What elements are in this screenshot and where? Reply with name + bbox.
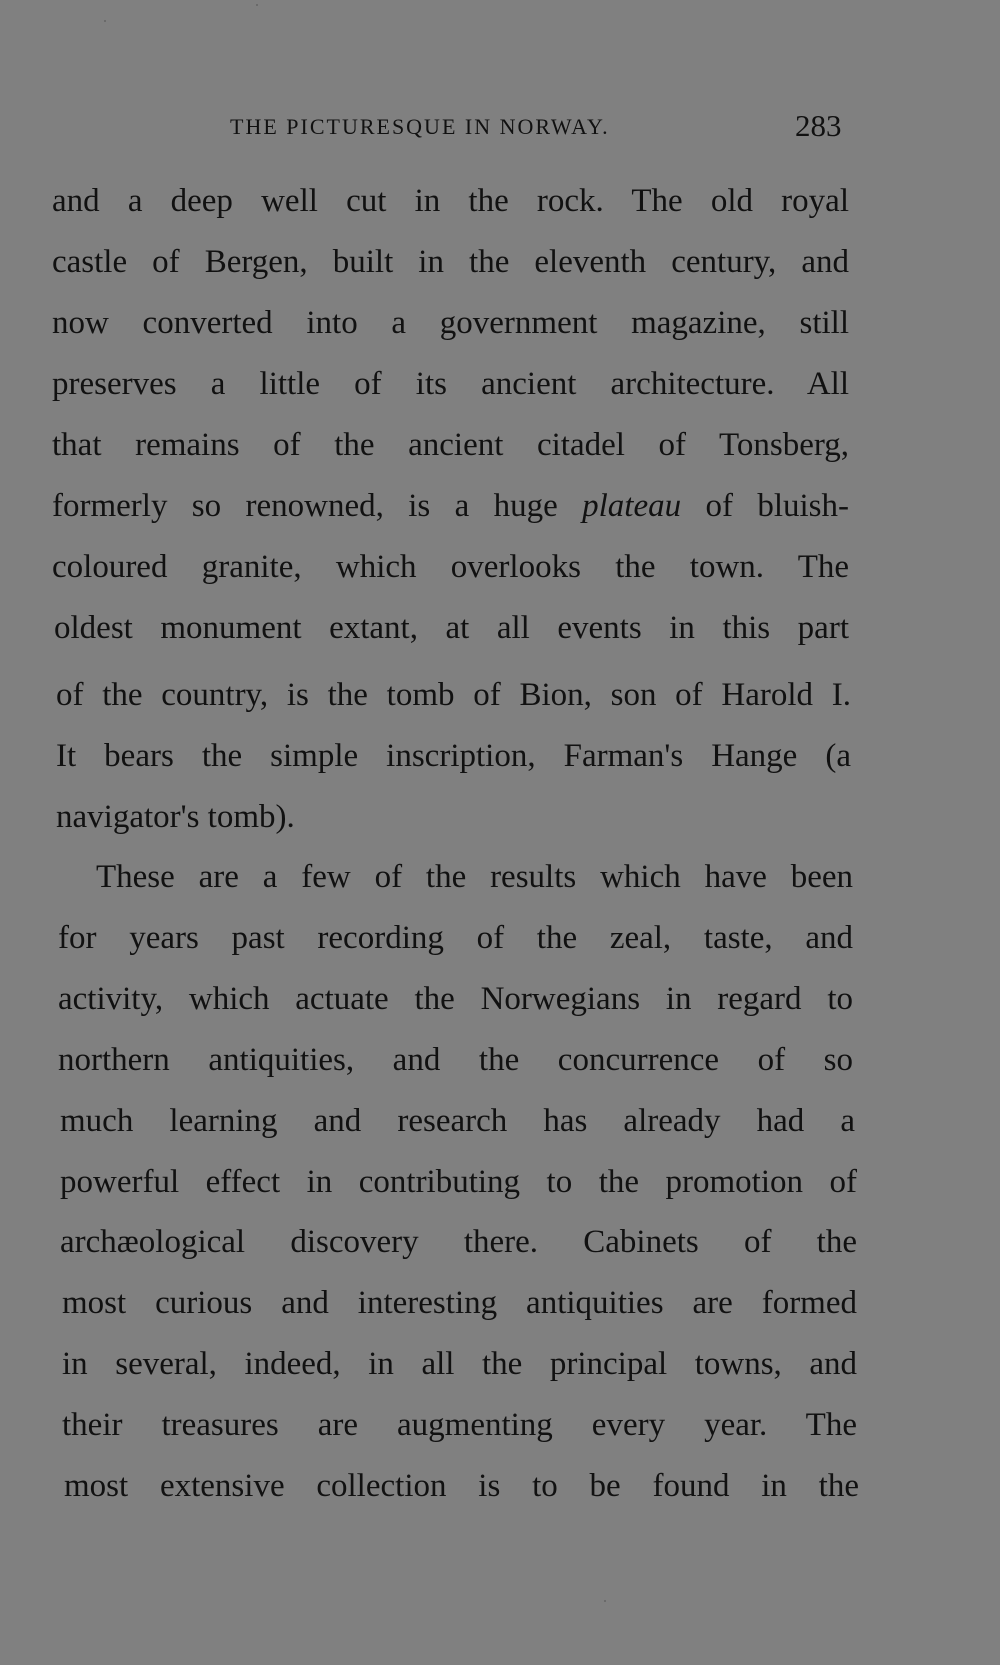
text-line: formerly so renowned, is a huge plateau of bluish- <box>52 488 849 524</box>
text-line: activity, which actuate the Norwegians in regard to <box>58 981 853 1017</box>
text-line: It bears the simple inscription, Farman's Hange (a <box>56 738 851 774</box>
text-line: northern antiquities, and the concurrence of so <box>58 1042 853 1078</box>
text-line: and a deep well cut in the rock. The old royal <box>52 183 849 219</box>
text-line: in several, indeed, in all the principal towns, and <box>62 1346 857 1382</box>
text-line: now converted into a government magazine, still <box>52 305 849 341</box>
text-line: that remains of the ancient citadel of Tonsberg, <box>52 427 849 463</box>
text-line: These are a few of the results which have been <box>96 859 853 895</box>
text-line: powerful effect in contributing to the promotion of <box>60 1164 857 1200</box>
text-line: castle of Bergen, built in the eleventh century, and <box>52 244 849 280</box>
text-line: of the country, is the tomb of Bion, son of Harold I. <box>56 677 851 713</box>
text-line: most extensive collection is to be found in the <box>64 1468 859 1504</box>
text-line: much learning and research has already had a <box>60 1103 855 1139</box>
paper-speck <box>604 1600 606 1602</box>
page-header <box>0 108 1000 148</box>
running-title: THE PICTURESQUE IN NORWAY. <box>230 114 610 139</box>
paper-speck <box>104 20 106 22</box>
text-line: for years past recording of the zeal, taste, and <box>58 920 853 956</box>
text-line: archæological discovery there. Cabinets of the <box>60 1224 857 1260</box>
paper-speck <box>256 4 258 6</box>
text-line: preserves a little of its ancient architecture. All <box>52 366 849 402</box>
text-line: their treasures are augmenting every year. The <box>62 1407 857 1443</box>
page-number: 283 <box>795 108 842 143</box>
text-line: most curious and interesting antiquities are formed <box>62 1285 857 1321</box>
text-line: coloured granite, which overlooks the town. The <box>52 549 849 585</box>
text-line: navigator's tomb). <box>56 799 295 835</box>
text-line: oldest monument extant, at all events in this part <box>54 610 849 646</box>
